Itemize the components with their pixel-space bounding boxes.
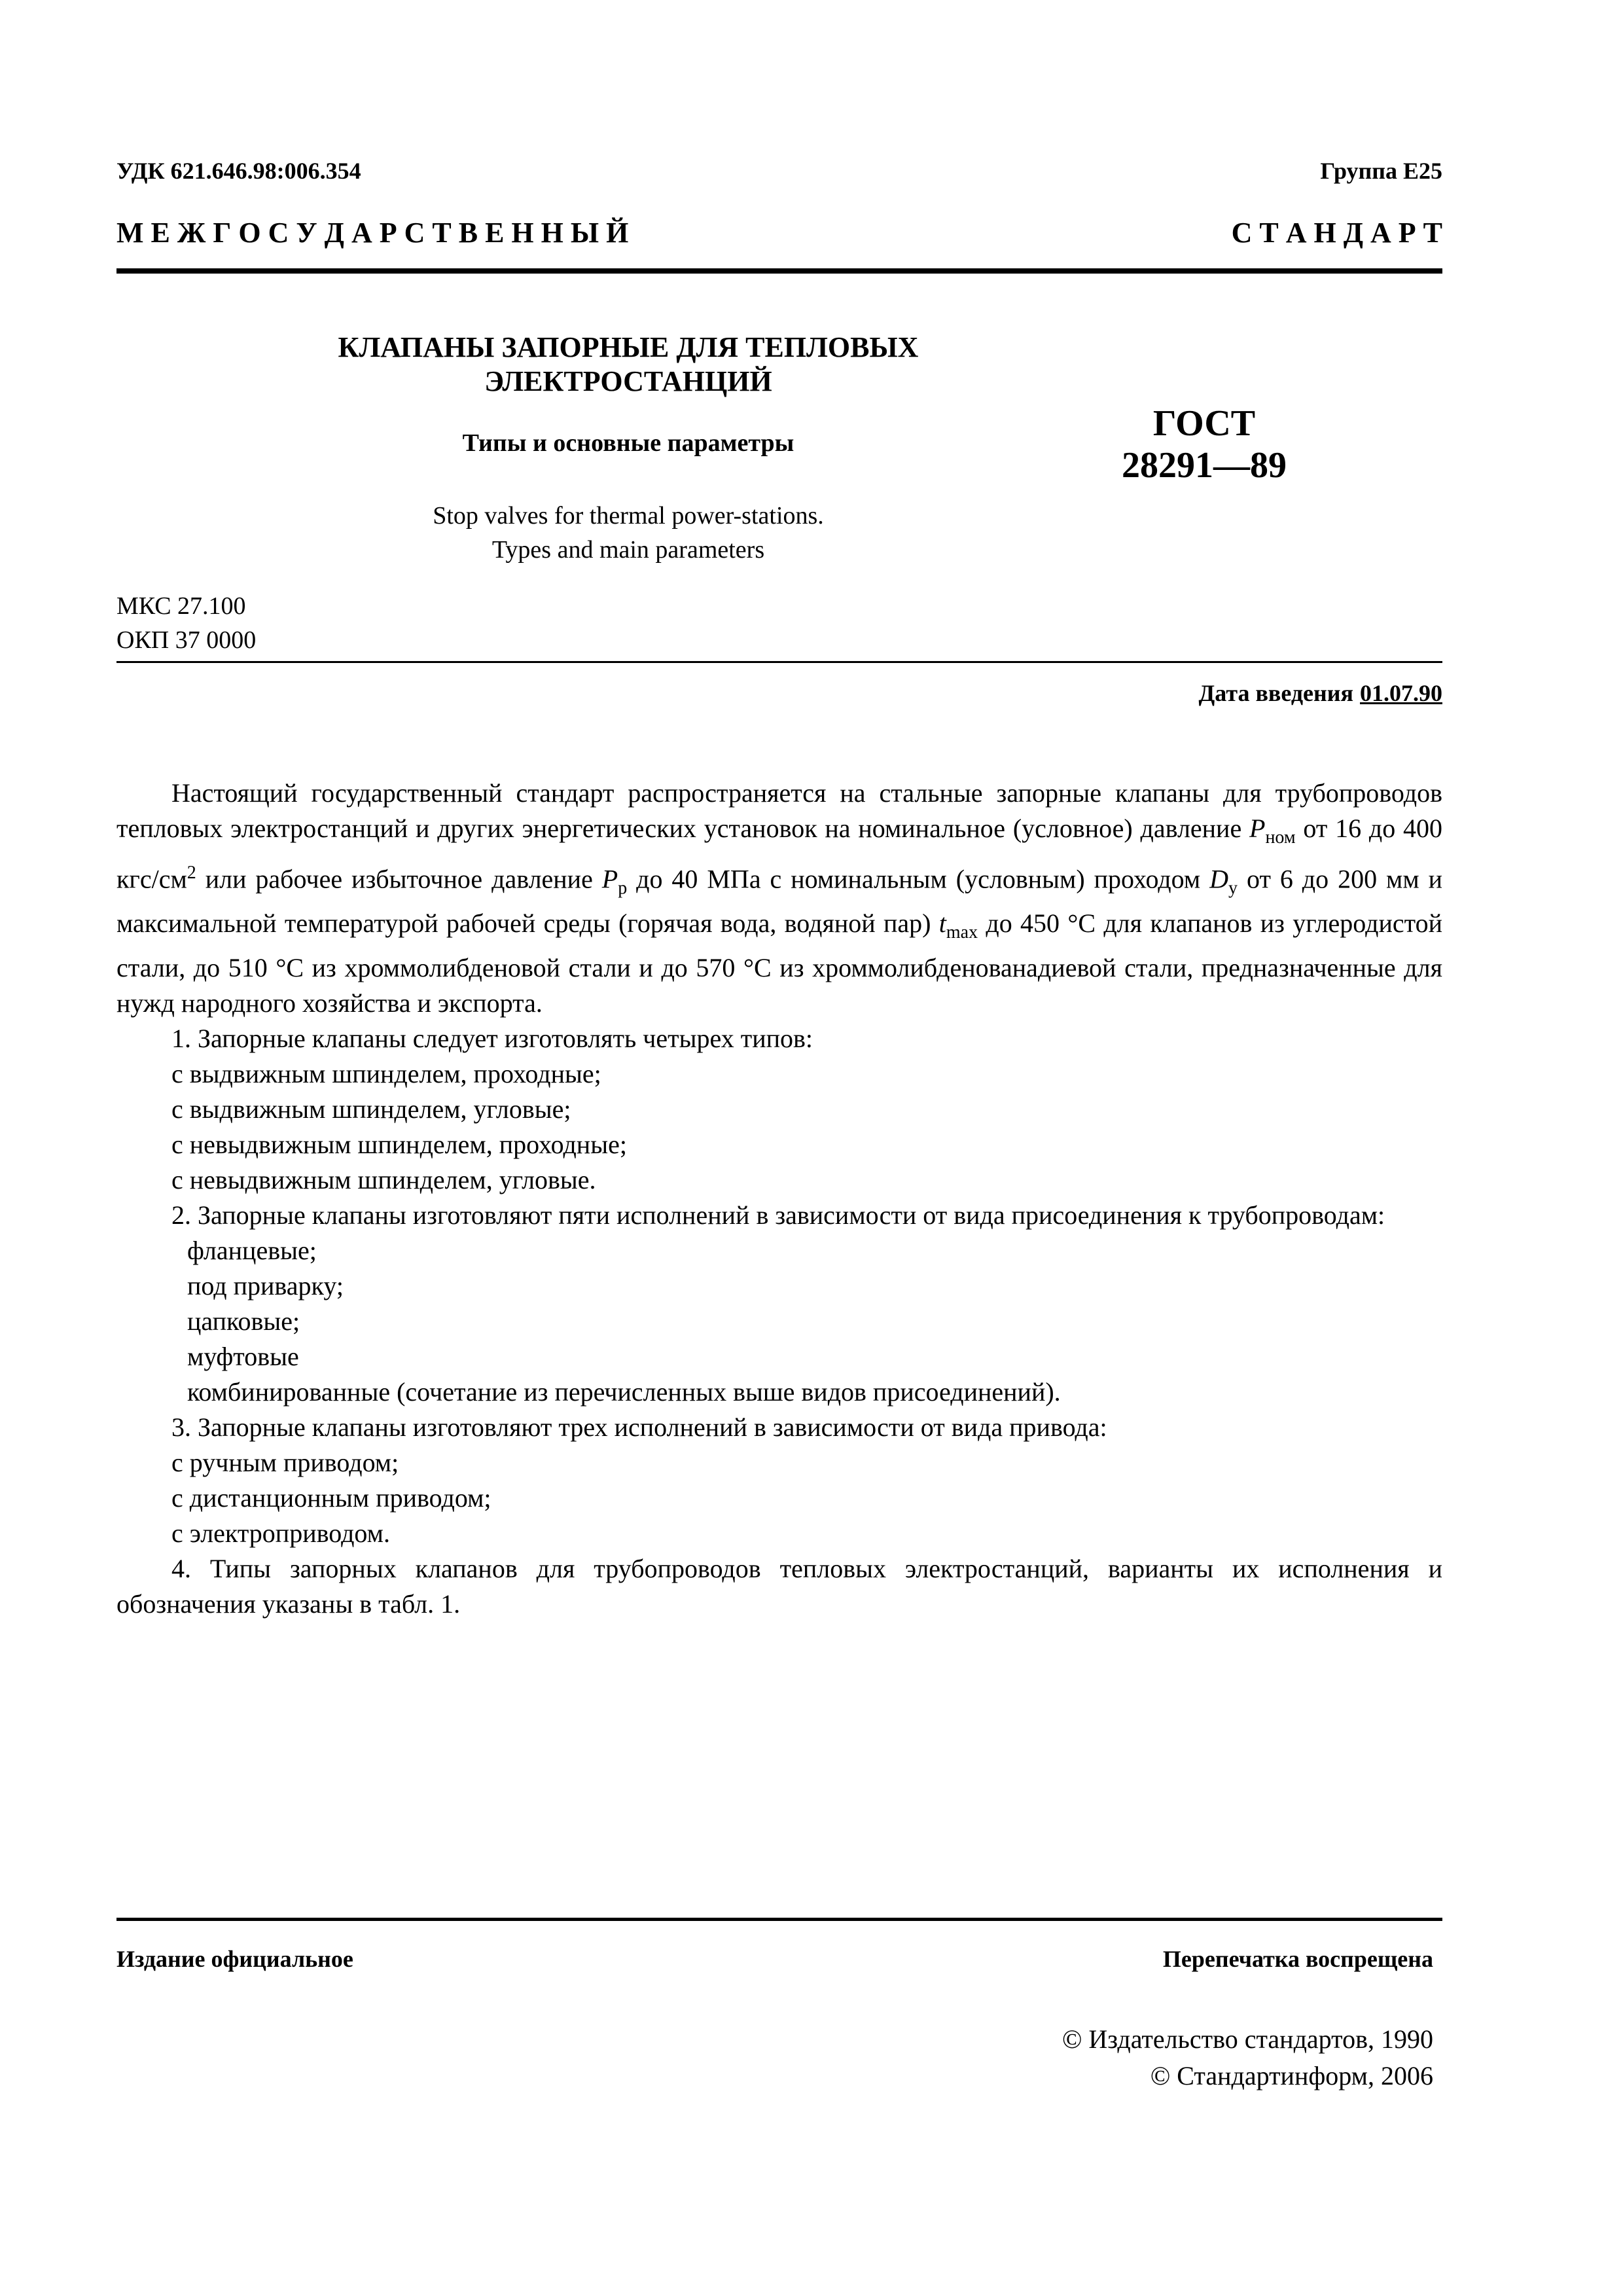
title-line-1: КЛАПАНЫ ЗАПОРНЫЕ ДЛЯ ТЕПЛОВЫХ xyxy=(338,331,919,363)
clause-4: 4. Типы запорных клапанов для трубопроводов тепловых электростанций, варианты их исполнения и обозначения указаны в табл. 1. xyxy=(116,1554,1442,1619)
intro-paragraph: Настоящий государственный стандарт распространяется на стальные запорные клапаны для трубопроводов тепловых электростанций и других энергетических установок на номинальное (условное) давление $P_{ном}$ от 16 до 400 кгс/$см^2$ или рабочее избыточное давление $P_р$ до 40 МПа с номинальным (условным) проходом $D_у$ от 6 до 200 мм и максимальной температурой рабочей среды (горячая вода, водяной пар) $t_{max}$ до 450 °С для клапанов из углеродистой стали, до 510 °С из хроммолибденовой стали и до 570 °С из хроммолибденованадиевой стали, предназначенные для нужд народного хозяйства и экспорта. xyxy=(116,778,1443,1018)
list-item: с выдвижным шпинделем, угловые; xyxy=(171,1094,571,1124)
udk-code: УДК 621.646.98:006.354 xyxy=(116,158,361,184)
document-body xyxy=(116,776,1442,1622)
standard-banner xyxy=(116,216,1442,249)
list-item: с невыдвижным шпинделем, угловые. xyxy=(171,1165,596,1195)
gost-number: 28291—89 xyxy=(1122,445,1287,486)
english-title-line-1: Stop valves for thermal power-stations. xyxy=(433,502,824,529)
gost-designation xyxy=(1106,403,1302,486)
list-item: с дистанционным приводом; xyxy=(171,1483,491,1513)
clause-3: 3. Запорные клапаны изготовляют трех исполнений в зависимости от вида привода: xyxy=(171,1412,1107,1443)
copyright-block xyxy=(1062,2021,1433,2094)
banner-rule xyxy=(116,268,1442,274)
effective-date xyxy=(1199,679,1443,707)
okp-code: ОКП 37 0000 xyxy=(116,626,257,654)
list-item: с электроприводом. xyxy=(171,1518,390,1549)
list-item: с ручным приводом; xyxy=(171,1448,399,1478)
list-item: фланцевые; xyxy=(187,1236,317,1266)
footer-rule xyxy=(116,1918,1442,1921)
english-title xyxy=(288,499,969,567)
date-label: Дата введения xyxy=(1198,680,1353,706)
clause-1: 1. Запорные клапаны следует изготовлять четырех типов: xyxy=(171,1024,813,1054)
document-subtitle: Типы и основные параметры xyxy=(462,429,794,457)
list-item: цапковые; xyxy=(187,1306,300,1336)
clause-2: 2. Запорные клапаны изготовляют пяти исполнений в зависимости от вида присоединения к трубопроводам: xyxy=(171,1200,1385,1230)
classification-codes xyxy=(116,589,256,657)
copyright-line-1: © Издательство стандартов, 1990 xyxy=(1061,2024,1433,2054)
banner-left: М Е Ж Г О С У Д А Р С Т В Е Н Н Ы Й xyxy=(116,217,629,249)
gost-label: ГОСТ xyxy=(1152,403,1256,444)
date-value: 01.07.90 xyxy=(1360,680,1442,706)
list-item: с невыдвижным шпинделем, проходные; xyxy=(171,1130,627,1160)
list-item: под приварку; xyxy=(187,1271,344,1301)
mks-code: МКС 27.100 xyxy=(116,592,246,620)
list-item: комбинированные (сочетание из перечисленных выше видов присоединений). xyxy=(187,1377,1061,1407)
banner-right: С Т А Н Д А Р Т xyxy=(1231,217,1442,249)
title-line-2: ЭЛЕКТРОСТАНЦИЙ xyxy=(484,365,772,397)
reprint-note: Перепечатка воспрещена xyxy=(1162,1946,1433,1972)
english-title-line-2: Types and main parameters xyxy=(491,536,765,564)
document-title xyxy=(288,331,969,399)
list-item: муфтовые xyxy=(187,1342,299,1372)
edition-note: Издание официальное xyxy=(116,1946,353,1972)
group-code: Группа Е25 xyxy=(1320,158,1442,184)
header-divider xyxy=(116,661,1442,663)
list-item: с выдвижным шпинделем, проходные; xyxy=(171,1059,601,1089)
copyright-line-2: © Стандартинформ, 2006 xyxy=(1150,2061,1433,2090)
